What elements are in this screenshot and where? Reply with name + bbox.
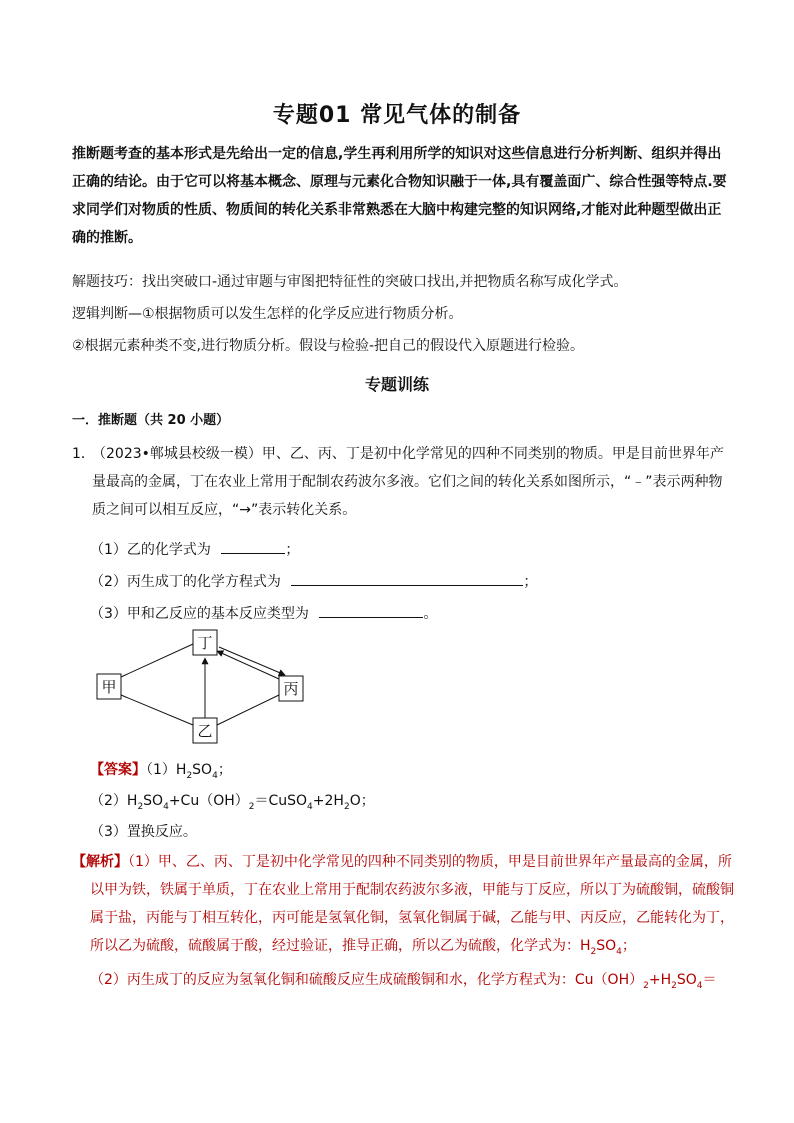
tips-line xyxy=(72,272,628,292)
question-stem: （2023•郸城县校级一模）甲、乙、丙、丁是初中化学常见的四种不同类别的物质。甲是目前世界年产量最高的金属，丁在农业上常用于配制农药波尔多液。它们之间的转化关系如图所示，“﹣”表示两种物质之间可以相互反应，“→”表示转化关系。 xyxy=(92,446,724,518)
subscript: 4 xyxy=(696,980,703,991)
answer-2-text: O； xyxy=(349,793,375,809)
analysis-text: SO xyxy=(596,938,617,954)
answer-1-text: （1）H xyxy=(146,762,187,778)
answer-2-text: +2H xyxy=(312,793,344,809)
sub-question-1 xyxy=(90,538,299,560)
node-ding: 丁 xyxy=(197,634,213,652)
subscript: 2 xyxy=(186,770,193,781)
sub-question-3-text: （3）甲和乙反应的基本反应类型为 xyxy=(90,606,309,622)
analysis-text: SO xyxy=(676,971,697,988)
answer-1-text: SO xyxy=(192,762,213,778)
tips-label: 解题技巧： xyxy=(72,274,142,290)
analysis-text: +H xyxy=(648,971,672,988)
answer-2-text: ＝CuSO xyxy=(254,793,308,809)
answer-2-text: SO xyxy=(143,793,164,809)
answer-blank-2[interactable] xyxy=(291,570,523,586)
node-jia: 甲 xyxy=(101,678,117,696)
analysis-text: （1）甲、乙、丙、丁是初中化学常见的四种不同类别的物质，甲是目前世界年产量最高的金属，所以甲为铁，铁属于单质，丁在农业上常用于配制农药波尔多液，甲能与丁反应，所以丁为硫酸铜，硫酸铜属于盐，丙能与丁相互转化，丙可能是氢氧化铜，氢氧化铜属于碱，乙能与甲、丙反应，乙能转化为丁，所以乙为硫酸，硫酸属于酸，经过验证，推导正确，所以乙为硫酸，化学式为：H xyxy=(90,854,734,954)
logic-line-2: ②根据元素种类不变,进行物质分析。假设与检验-把自己的假设代入原题进行检验。 xyxy=(72,338,585,354)
analysis-block xyxy=(72,848,742,1000)
answer-blank-1[interactable] xyxy=(221,538,285,554)
node-bing: 丙 xyxy=(283,680,299,698)
analysis-paragraph-1 xyxy=(72,848,742,966)
subscript: 4 xyxy=(616,946,622,957)
analysis-text: ； xyxy=(621,938,636,954)
line-jia-ding xyxy=(121,644,193,677)
subscript: 4 xyxy=(307,801,313,812)
subscript: 4 xyxy=(212,770,218,781)
arrow-bing-to-ding xyxy=(217,651,279,679)
subscript: 2 xyxy=(671,980,677,991)
arrow-ding-to-bing xyxy=(219,647,285,675)
answer-blank-3[interactable] xyxy=(319,602,423,618)
analysis-tag: 【解析】 xyxy=(72,854,128,870)
analysis-text: ＝ xyxy=(702,971,717,988)
answer-2-text: （2）H xyxy=(90,793,138,809)
section-subtitle: 专题训练 xyxy=(364,375,429,394)
subscript: 2 xyxy=(248,801,255,812)
answer-line-2 xyxy=(90,791,375,817)
sub-question-1-end: ； xyxy=(285,542,300,558)
sub-question-2-end: ； xyxy=(523,574,538,590)
subscript: 2 xyxy=(343,801,350,812)
logic-line-1: 逻辑判断—①根据物质可以发生怎样的化学反应进行物质分析。 xyxy=(72,306,463,322)
relation-diagram xyxy=(85,625,325,745)
sub-question-2 xyxy=(90,570,537,592)
sub-question-3-end: 。 xyxy=(423,606,438,622)
answer-line-3: （3）置换反应。 xyxy=(90,824,197,840)
analysis-text: （2）丙生成丁的反应为氢氧化铜和硫酸反应生成硫酸铜和水，化学方程式为：Cu（OH） xyxy=(90,971,644,988)
question-number: 1． xyxy=(72,446,95,462)
answer-1-text: ； xyxy=(217,762,232,778)
line-yi-bing xyxy=(217,695,279,725)
subscript: 2 xyxy=(643,980,649,991)
page-title: 专题01 常见气体的制备 xyxy=(272,103,522,128)
sub-question-2-text: （2）丙生成丁的化学方程式为 xyxy=(90,574,281,590)
answer-2-text: +Cu（OH） xyxy=(168,793,249,809)
line-jia-yi xyxy=(121,695,193,725)
sub-question-3 xyxy=(90,602,437,624)
answer-line-1 xyxy=(90,760,232,786)
analysis-paragraph-2 xyxy=(90,966,742,1000)
sub-question-1-text: （1）乙的化学式为 xyxy=(90,542,211,558)
tips-text: 找出突破口-通过审题与审图把特征性的突破口找出,并把物质名称写成化学式。 xyxy=(142,274,628,290)
section-heading: 一．推断题（共 20 小题） xyxy=(72,413,230,428)
intro-paragraph: 推断题考查的基本形式是先给出一定的信息,学生再利用所学的知识对这些信息进行分析判断、组织并得出正确的结论。由于它可以将基本概念、原理与元素化合物知识融于一体,具有覆盖面广、综合性强等特点.要求同学们对物质的性质、物质间的转化关系非常熟悉在大脑中构建完整的知识网络,才能对此种题型做出正确的推断。 xyxy=(72,146,727,246)
subscript: 4 xyxy=(163,801,169,812)
subscript: 2 xyxy=(137,801,144,812)
node-yi: 乙 xyxy=(197,722,213,740)
subscript: 2 xyxy=(590,946,597,957)
question-1 xyxy=(72,440,732,524)
answer-tag: 【答案】 xyxy=(90,762,146,778)
